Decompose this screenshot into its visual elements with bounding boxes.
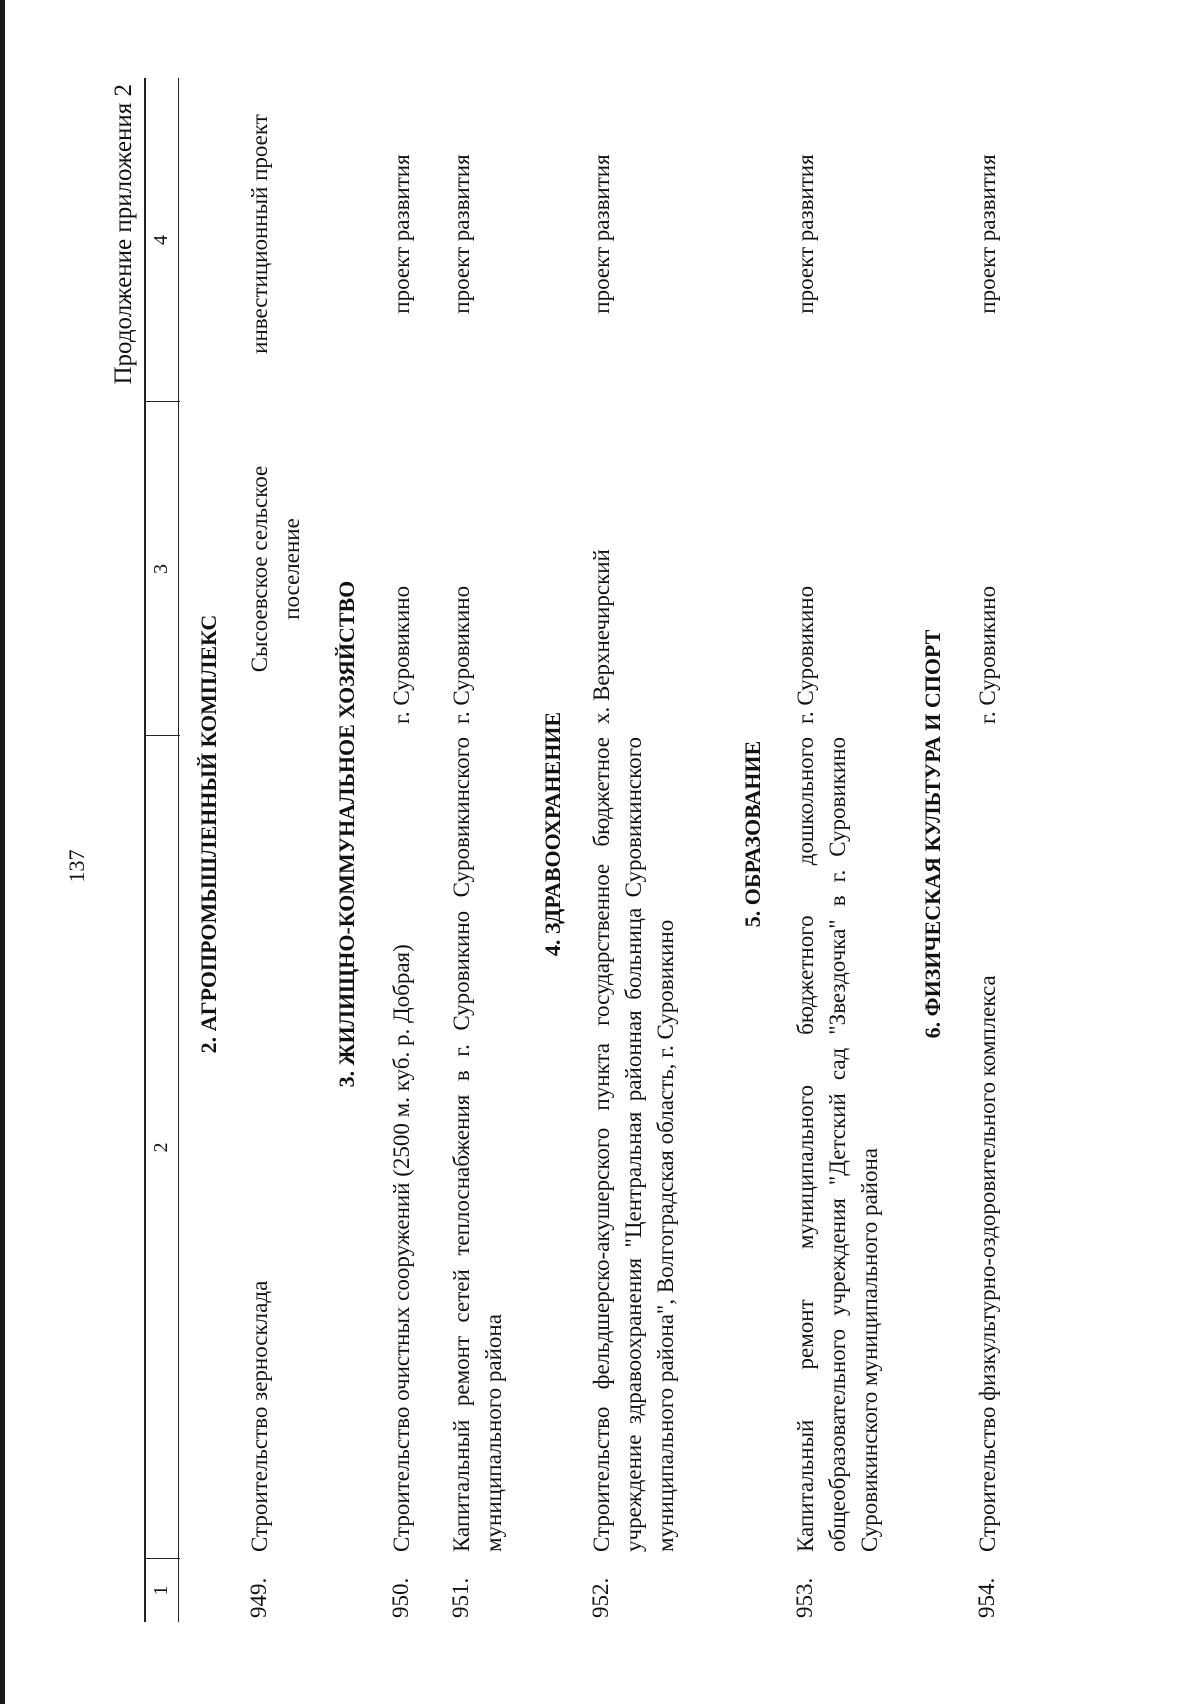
page-number: 137 <box>64 849 89 883</box>
row-953-location: г. Суровикино <box>793 585 818 724</box>
row-952-type: проект развития <box>589 154 614 314</box>
row-949-description: Строительство зерносклада <box>247 1280 272 1552</box>
row-950-number: 950. <box>388 1577 413 1618</box>
section-heading-education: 5. ОБРАЗОВАНИЕ <box>740 740 765 928</box>
row-949-type: инвестиционный проект <box>247 114 272 354</box>
row-949-location: Сысоевское сельское поселение <box>247 465 304 673</box>
row-949-number: 949. <box>246 1577 271 1618</box>
row-950-location: г. Суровикино <box>389 585 414 724</box>
row-953-description: Капитальный ремонт муниципального бюджетного дошкольного общеобразовательного учреждения "Детский сад "Звездочка" в г. Суровикино Суровикинского муниципального района <box>793 737 882 1552</box>
row-954-number: 954. <box>974 1577 999 1618</box>
row-950-type: проект развития <box>389 154 414 314</box>
row-954-type: проект развития <box>975 154 1000 314</box>
row-950-description: Строительство очистных сооружений (2500 м. куб. р. Добрая) <box>389 944 414 1552</box>
row-952-number: 952. <box>588 1577 613 1618</box>
column-header-4: 4 <box>150 235 172 245</box>
section-heading-agro: 2. АГРОПРОМЫШЛЕННЫЙ КОМПЛЕКС <box>196 614 221 1054</box>
row-953-number: 953. <box>792 1577 817 1618</box>
row-951-location: г. Суровикино <box>449 585 474 724</box>
continuation-label: Продолжение приложения 2 <box>110 84 137 385</box>
section-heading-health: 4. ЗДРАВООХРАНЕНИЕ <box>540 711 565 957</box>
row-951-description: Капитальный ремонт сетей теплоснабжения в г. Суровикино Суровикинского муниципального района <box>449 737 506 1552</box>
column-header-1: 1 <box>150 1585 172 1596</box>
row-954-description: Строительство физкультурно-оздоровительного комплекса <box>975 975 1000 1552</box>
column-header-2: 2 <box>150 1142 172 1153</box>
table-top-border <box>144 78 146 1622</box>
row-954-location: г. Суровикино <box>975 585 1000 724</box>
section-heading-sport: 6. ФИЗИЧЕСКАЯ КУЛЬТУРА И СПОРТ <box>920 629 945 1039</box>
column-header-3: 3 <box>150 564 172 574</box>
row-952-location: х. Верхнечирский <box>589 549 614 724</box>
row-951-type: проект развития <box>449 154 474 314</box>
row-953-type: проект развития <box>793 154 818 314</box>
section-heading-zhkh: 3. ЖИЛИЩНО-КОММУНАЛЬНОЕ ХОЗЯЙСТВО <box>334 580 359 1088</box>
row-951-number: 951. <box>448 1577 473 1618</box>
row-952-description: Строительство фельдшерско-акушерского пункта государственное бюджетное учреждение здравоохранения "Центральная районная больница Суровикинского муниципального района", Волгоградская область, г. Суровикино <box>589 737 678 1552</box>
